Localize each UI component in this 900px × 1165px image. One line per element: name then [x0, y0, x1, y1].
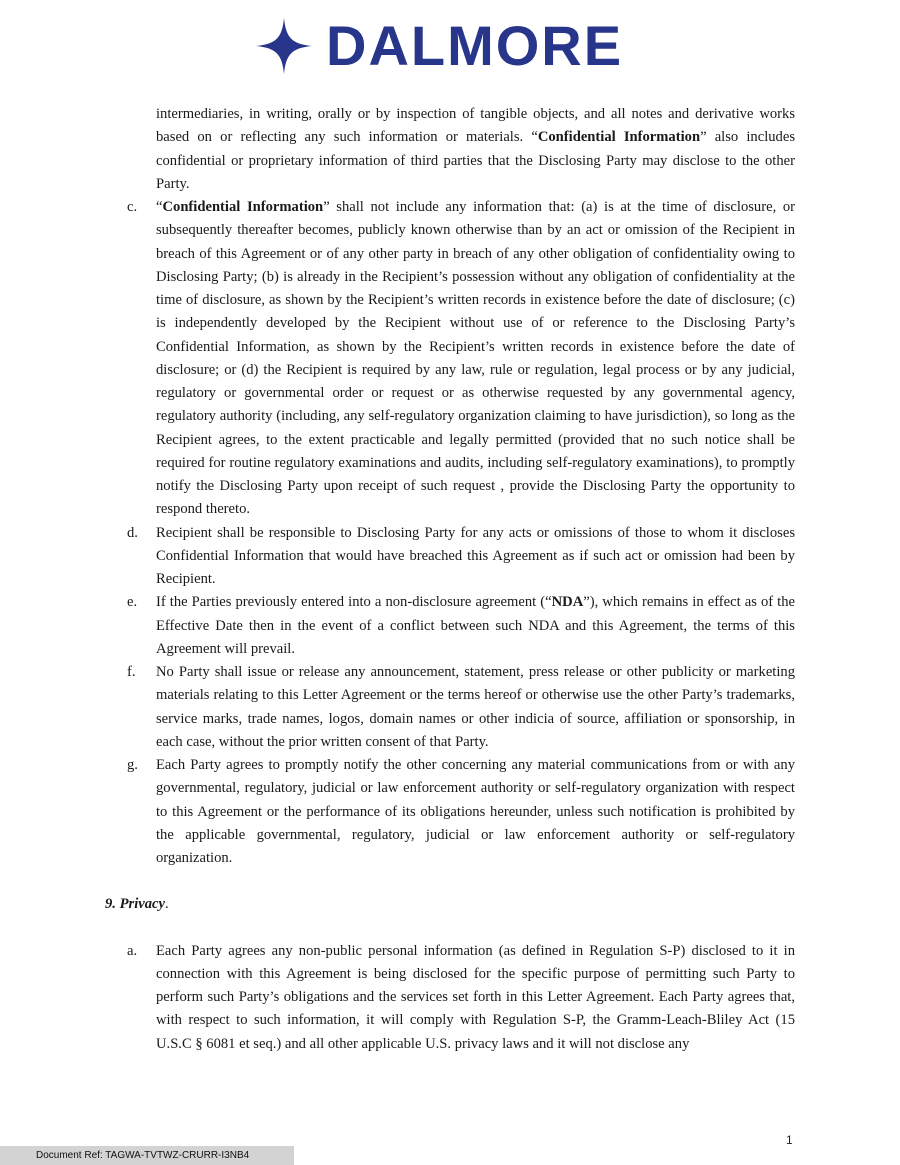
list-item-text: Recipient shall be responsible to Disclosing Party for any acts or omissions of those to whom it discloses Confidential Information that would have breached this Agreement as if such act or omission had been by Recipient.: [156, 524, 795, 587]
list-item-c: [105, 196, 795, 522]
defined-term: NDA: [551, 594, 584, 611]
list-marker: c.: [127, 199, 138, 215]
text-run: ” shall not include any information that: (a) is at the time of disclosure, or subsequently thereafter becomes, publicly known otherwise than by an act or omission of the Recipient in breach of this Agreement or of any other party in breach of any other obligation of confidentiality owing to Disclosing Party; (b) is already in the Recipient’s possession without any obligation of confidentiality at the time of disclosure, as shown by the Recipient’s written records in existence before the date of disclosure; (c) is independently developed by the Recipient without use of or reference to the Disclosing Party’s Confidential Information, as shown by the Recipient’s written records in existence before the date of disclosure; or (d) the Recipient is required by any law, rule or regulation, legal process or by any judicial, regulatory or governmental order or request or as otherwise requested by any governmental agency, regulatory authority (including, any self-regulatory organization claiming to have jurisdiction), so long as the Recipient agrees, to the extent practicable and legally permitted (provided that no such notice shall be required for routine regulatory examinations and audits, including self-regulatory examinations), to promptly notify the Disclosing Party upon receipt of such request , provide the Disclosing Party the opportunity to respond thereto.: [156, 199, 796, 518]
list-item-text: [156, 591, 795, 661]
list-item-a: [105, 940, 795, 1056]
text-run: ”), which remains in effect as of the Effective Date then in the event of a conflict between such NDA and this Agreement, the terms of this Agreement will prevail.: [156, 594, 795, 657]
list-marker: e.: [127, 594, 138, 611]
section-heading: [105, 893, 795, 916]
defined-term: Confidential Information: [537, 129, 701, 146]
page-number: 1: [786, 1133, 793, 1147]
text-run: If the Parties previously entered into a non-disclosure agreement (“: [156, 594, 552, 611]
continuation-paragraph: [156, 103, 795, 196]
section-title: 9. Privacy: [105, 896, 165, 913]
list-item-e: [105, 591, 795, 661]
list-marker: f.: [127, 664, 136, 680]
list-marker: a.: [127, 942, 138, 959]
list-item-text: No Party shall issue or release any announcement, statement, press release or other publicity or marketing materials relating to this Letter Agreement or the terms hereof or otherwise use the other Party’s trademarks, service marks, trade names, logos, domain names or other indicia of source, affiliation or sponsorship, in each case, without the prior written consent of that Party.: [156, 664, 795, 750]
list-item-f: [105, 661, 795, 754]
list-marker: g.: [127, 757, 138, 773]
text-run: “: [156, 199, 163, 215]
section-title-dot: .: [164, 896, 169, 913]
list-marker: d.: [127, 524, 138, 541]
text-run: ” also includes confidential or proprietary information of third parties that the Disclosing Party may disclose to the other Party.: [156, 129, 796, 192]
document-body: [105, 103, 795, 1056]
list-item-d: [105, 522, 795, 592]
text-run: intermediaries, in writing, orally or by inspection of tangible objects, and all notes and derivative works based on or reflecting any such information or materials. “: [156, 106, 795, 146]
star-icon: [256, 18, 312, 74]
defined-term: Confidential Information: [162, 199, 324, 215]
list-item-text: [156, 196, 795, 522]
list-item-text: Each Party agrees to promptly notify the other concerning any material communications from or with any governmental, regulatory, judicial or law enforcement authority or self-regulatory organization with respect to this Agreement or the performance of its obligations hereunder, unless such notification is prohibited by the applicable governmental, regulatory, judicial or law enforcement authority or self-regulatory organization.: [156, 757, 795, 866]
dalmore-logo: [256, 16, 623, 76]
logo-text: DALMORE: [326, 14, 624, 77]
list-item-text: Each Party agrees any non-public personal information (as defined in Regulation S-P) disclosed to it in connection with this Agreement is being disclosed for the specific purpose of permitting such Party to perform such Party’s obligations and the services set forth in this Letter Agreement. Each Party agrees that, with respect to such information, it will comply with Regulation S-P, the Gramm-Leach-Bliley Act (15 U.S.C § 6081 et seq.) and all other applicable U.S. privacy laws and it will not disclose any: [156, 942, 795, 1052]
document-reference: Document Ref: TAGWA-TVTWZ-CRURR-I3NB4: [0, 1146, 294, 1165]
list-item-g: [105, 754, 795, 870]
